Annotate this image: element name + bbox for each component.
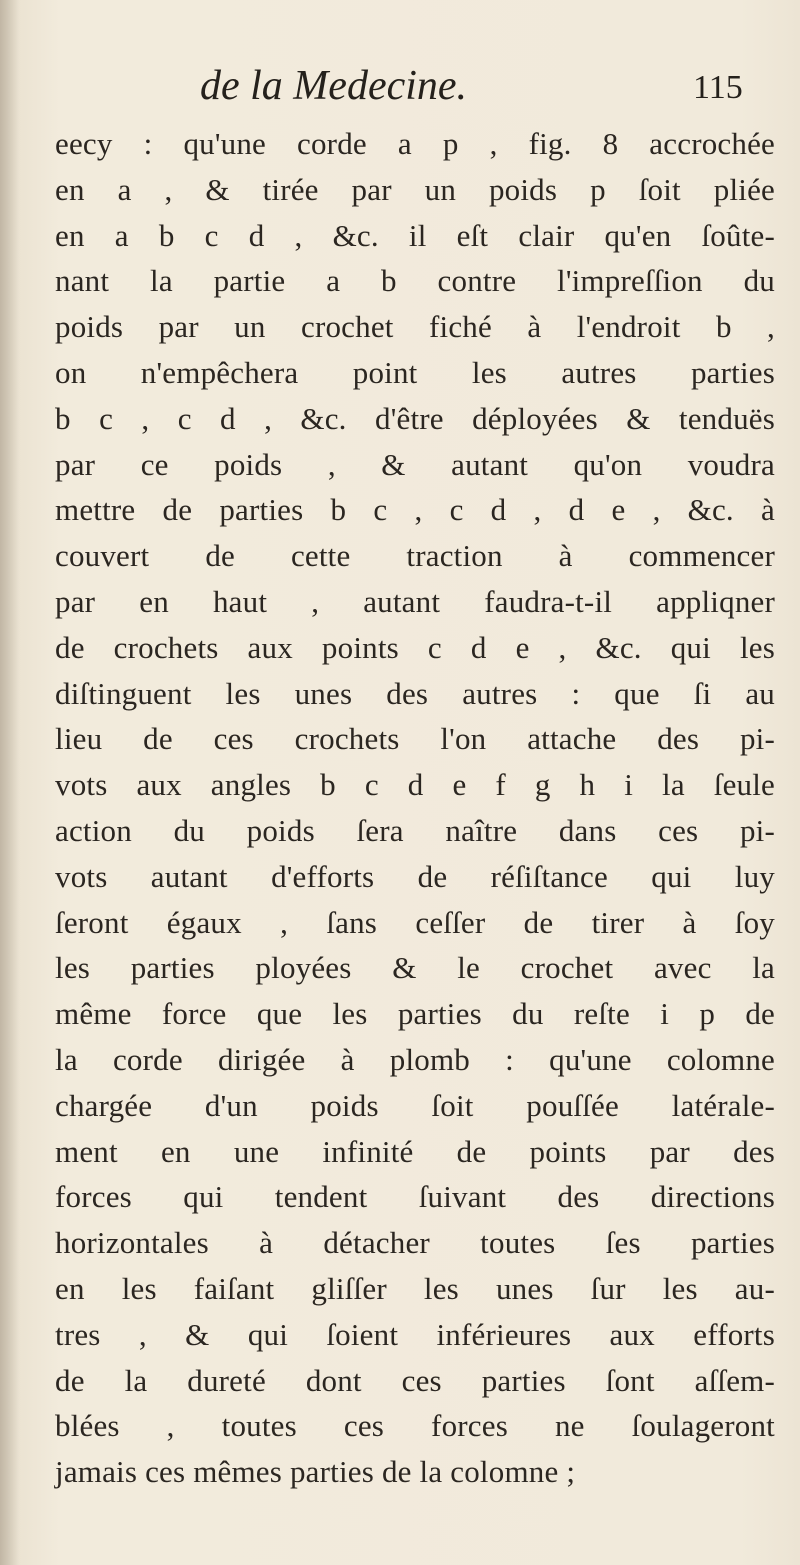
text-line: la corde dirigée à plomb : qu'une colomne [55, 1041, 775, 1077]
text-line: tres , & qui ſoient inférieures aux efforts [55, 1316, 775, 1352]
text-line: de la dureté dont ces parties ſont aſſem- [55, 1362, 775, 1398]
binding-gutter-shadow [0, 0, 20, 1565]
text-line: chargée d'un poids ſoit pouſſée latérale- [55, 1087, 775, 1123]
text-line: par en haut , autant faudra-t-il appliqner [55, 583, 775, 619]
text-line: mettre de parties b c , c d , d e , &c. à [55, 492, 775, 528]
text-line: de crochets aux points c d e , &c. qui les [55, 629, 775, 665]
text-line: vots aux angles b c d e f g h i la ſeule [55, 767, 775, 803]
text-line: ſeront égaux , ſans ceſſer de tirer à ſoy [55, 904, 775, 940]
text-line: vots autant d'efforts de réſiſtance qui luy [55, 858, 775, 894]
page-number: 115 [693, 69, 743, 106]
text-line: blées , toutes ces forces ne ſoulageront [55, 1408, 775, 1444]
running-title: de la Medecine. [200, 63, 468, 109]
text-line: en les faiſant gliſſer les unes ſur les au- [55, 1270, 775, 1306]
text-line: en a b c d , &c. il eſt clair qu'en ſoûte- [55, 217, 775, 253]
text-line: nant la partie a b contre l'impreſſion du [55, 263, 775, 299]
body-text [55, 121, 775, 1495]
text-line: couvert de cette traction à commencer [55, 538, 775, 574]
text-line: lieu de ces crochets l'on attache des pi- [55, 721, 775, 757]
text-line: jamais ces mêmes parties de la colomne ; [55, 1454, 576, 1490]
text-line: action du poids ſera naître dans ces pi- [55, 812, 775, 848]
text-line: forces qui tendent ſuivant des directions [55, 1179, 775, 1215]
text-line: diſtinguent les unes des autres : que ſi au [55, 675, 775, 711]
text-line: par ce poids , & autant qu'on voudra [55, 446, 775, 482]
text-line: poids par un crochet fiché à l'endroit b , [55, 309, 775, 345]
text-line: ment en une infinité de points par des [55, 1133, 775, 1169]
text-line: b c , c d , &c. d'être déployées & tenduës [55, 400, 775, 436]
text-line: même force que les parties du reſte i p de [55, 996, 775, 1032]
text-line: horizontales à détacher toutes ſes parties [55, 1225, 775, 1261]
text-line: on n'empêchera point les autres parties [55, 354, 775, 390]
text-line: les parties ployées & le crochet avec la [55, 950, 775, 986]
text-line: en a , & tirée par un poids p ſoit pliée [55, 171, 775, 207]
text-line: eecy : qu'une corde a p , fig. 8 accrochée [55, 126, 775, 161]
running-header [0, 60, 800, 112]
